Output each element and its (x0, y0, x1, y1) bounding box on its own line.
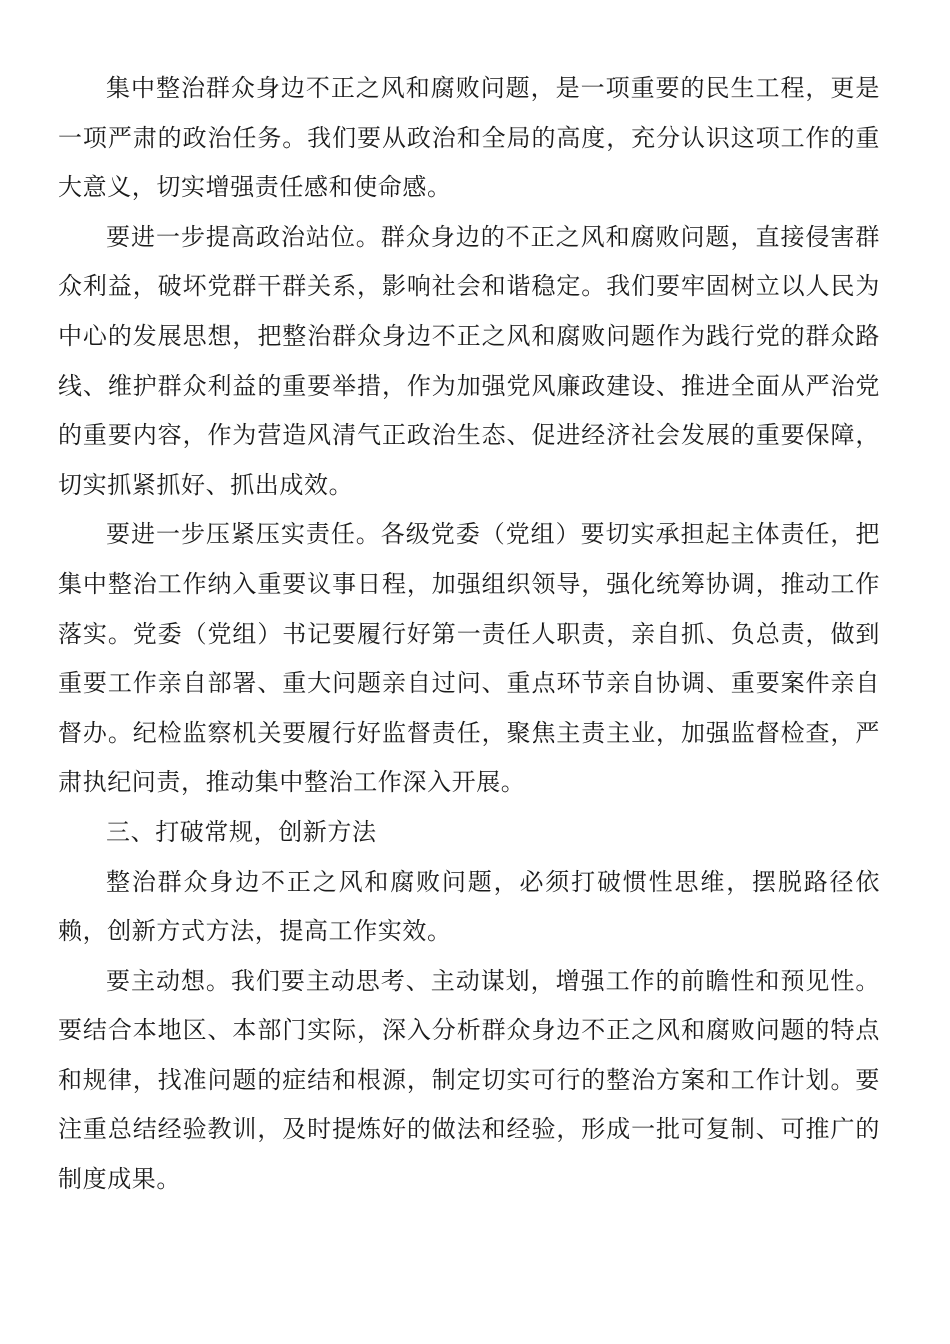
paragraph-intro: 集中整治群众身边不正之风和腐败问题，是一项重要的民生工程，更是一项严肃的政治任务。我们要从政治和全局的高度，充分认识这项工作的重大意义，切实增强责任感和使命感。 (58, 74, 880, 202)
paragraph-responsibility: 要进一步压紧压实责任。各级党委（党组）要切实承担起主体责任，把集中整治工作纳入重要议事日程，加强组织领导，强化统筹协调，推动工作落实。党委（党组）书记要履行好第一责任人职责，亲自抓、负总责，做到重要工作亲自部署、重大问题亲自过问、重点环节亲自协调、重要案件亲自督办。纪检监察机关要履行好监督责任，聚焦主责主业，加强监督检查，严肃执纪问责，推动集中整治工作深入开展。 (58, 520, 880, 797)
paragraph-proactive-thinking: 要主动想。我们要主动思考、主动谋划，增强工作的前瞻性和预见性。要结合本地区、本部门实际，深入分析群众身边不正之风和腐败问题的特点和规律，找准问题的症结和根源，制定切实可行的整治方案和工作计划。要注重总结经验教训，及时提炼好的做法和经验，形成一批可复制、可推广的制度成果。 (58, 966, 880, 1194)
section-heading: 三、打破常规，创新方法 (106, 817, 377, 846)
paragraph-political-stance: 要进一步提高政治站位。群众身边的不正之风和腐败问题，直接侵害群众利益，破坏党群干群关系，影响社会和谐稳定。我们要牢固树立以人民为中心的发展思想，把整治群众身边不正之风和腐败问题作为践行党的群众路线、维护群众利益的重要举措，作为加强党风廉政建设、推进全面从严治党的重要内容，作为营造风清气正政治生态、促进经济社会发展的重要保障，切实抓紧抓好、抓出成效。 (58, 222, 880, 499)
document-page (58, 64, 880, 1205)
paragraph-innovation: 整治群众身边不正之风和腐败问题，必须打破惯性思维，摆脱路径依赖，创新方式方法，提高工作实效。 (58, 867, 880, 946)
